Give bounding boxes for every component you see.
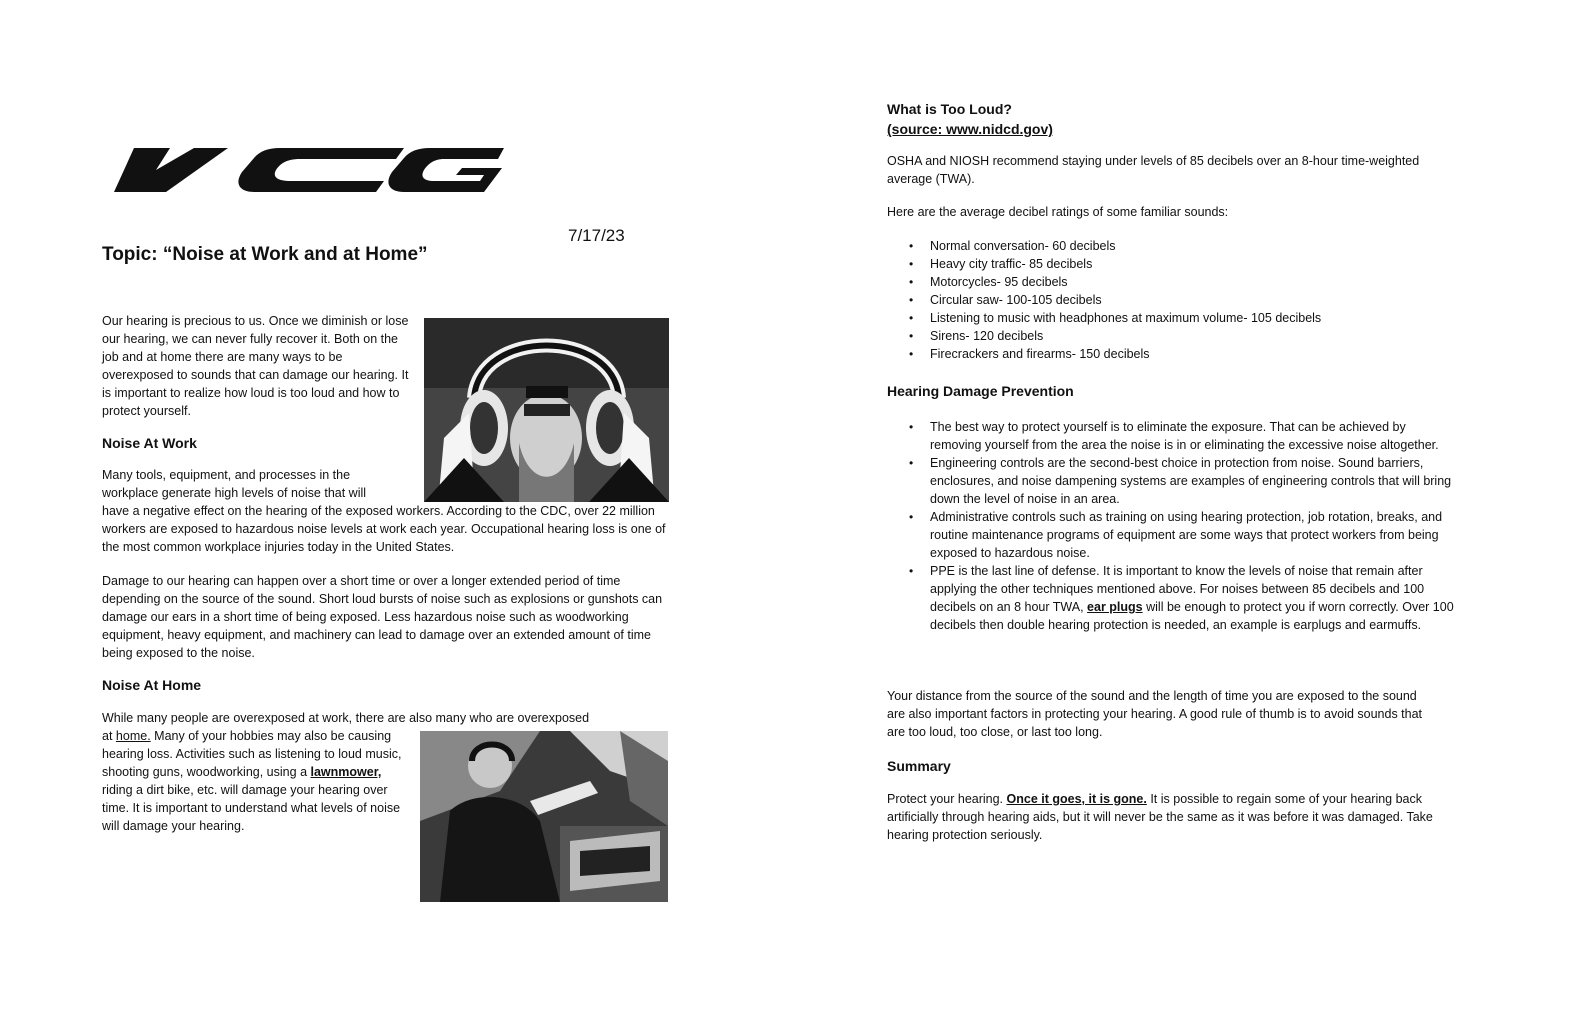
summary-emphasis: Once it goes, it is gone. [1006, 792, 1147, 806]
noise-at-work-para2: Damage to our hearing can happen over a short time or over a longer extended period of time depending on the source of the sound. Short loud bursts of noise such as explosions or gunshots can damage our ears in a short time of being exposed. Less hazardous noise such as woodworking equipment, heavy equipment, and machinery can lead to damage over an extended amount of time being exposed to the noise. [102, 574, 663, 660]
page-title: Topic: “Noise at Work and at Home” [102, 244, 428, 265]
noise-at-home-para [102, 727, 402, 835]
osha-paragraph: OSHA and NIOSH recommend staying under levels of 85 decibels over an 8-hour time-weighted average (TWA). [887, 154, 1420, 186]
ppe-text-after: will be enough to protect you if worn correctly. Over 100 decibels then double hearing protection is needed, an example is earplugs and earmuffs. [930, 600, 1454, 632]
noise-at-work-para1-start: Many tools, equipment, and processes in the workplace generate high levels of noise that will [102, 468, 367, 500]
after-lawnmower-text: riding a dirt bike, etc. will damage your hearing over time. It is important to understand what levels of noise will damage your hearing. [102, 783, 401, 833]
list-item: • Motorcycles- 95 decibels [887, 273, 1457, 291]
list-item: • Heavy city traffic- 85 decibels [887, 255, 1457, 273]
workshop-photo [420, 731, 668, 902]
date: 7/17/23 [568, 226, 625, 245]
lawnmower-link[interactable]: lawnmower, [310, 765, 382, 779]
list-item: • Firecrackers and firearms- 150 decibels [887, 345, 1457, 363]
list-item: • Engineering controls are the second-best choice in protection from noise. Sound barriers, enclosures, and noise dampening systems are examples of engineering controls that will bring down the level of noise in an area. [887, 454, 1459, 508]
headphones-photo [424, 318, 669, 502]
noise-at-home-heading: Noise At Home [102, 677, 202, 693]
noise-at-home-line1: While many people are overexposed at work, there are also many who are overexposed [102, 711, 590, 725]
summary-after: It is possible to regain some of your hearing back artificially through hearing aids, but it will never be the same as it was before it was damaged. Take hearing protection seriously. [887, 792, 1433, 842]
after-home-text: Many of your hobbies may also be causing hearing loss. Activities such as listening to loud music, shooting guns, woodworking, using [102, 729, 402, 779]
ear-plugs-link[interactable]: ear plugs [1087, 600, 1143, 614]
list-item: • Administrative controls such as training on using hearing protection, job rotation, breaks, and routine maintenance programs of equipment are some ways that protect workers from being exposed to hazardous noise. [887, 508, 1459, 562]
summary-before: Protect your hearing. [887, 792, 1004, 806]
list-item: • Normal conversation- 60 decibels [887, 237, 1457, 255]
list-item: • The best way to protect yourself is to eliminate the exposure. That can be achieved by removing yourself from the area the noise is in or eliminating the excessive noise altogether. [887, 418, 1459, 454]
noise-at-work-para1-cont: have a negative effect on the hearing of the exposed workers. According to the CDC, over 22 million workers are exposed to hazardous noise levels at work each year. Occupational hearing loss is one of the most common workplace injuries today in the United States. [102, 504, 666, 554]
prevention-list [887, 418, 1459, 634]
list-item [887, 562, 1459, 634]
sounds-intro: Here are the average decibel ratings of some familiar sounds: [887, 205, 1229, 219]
summary-paragraph [887, 790, 1457, 844]
noise-at-work-heading: Noise At Work [102, 435, 197, 451]
at-word: at [102, 729, 113, 743]
a-word: a [300, 765, 308, 779]
intro-paragraph: Our hearing is precious to us. Once we diminish or lose our hearing, we can never fully recover it. Both on the job and at home there are many ways to be overexposed to sounds that can damage our hearing. It is important to realize how loud is too loud and how to protect yourself. [102, 314, 409, 418]
source-link[interactable]: (source: www.nidcd.gov) [887, 121, 1053, 137]
vcg-logo [104, 146, 504, 196]
sounds-list [887, 237, 1457, 363]
too-loud-heading: What is Too Loud? [887, 101, 1012, 117]
home-link[interactable]: home. [115, 729, 151, 743]
summary-heading: Summary [887, 758, 951, 774]
prevention-heading: Hearing Damage Prevention [887, 383, 1074, 399]
ppe-text-before: PPE is the last line of defense. It is important to know the levels of noise that remain after applying the other techniques mentioned above. For noises between 85 decibels and 100 decibels on an 8 hour TWA, [930, 564, 1425, 614]
list-item: • Circular saw- 100-105 decibels [887, 291, 1457, 309]
list-item: • Sirens- 120 decibels [887, 327, 1457, 345]
list-item: • Listening to music with headphones at maximum volume- 105 decibels [887, 309, 1457, 327]
distance-paragraph: Your distance from the source of the sound and the length of time you are exposed to the sound are also important factors in protecting your hearing. A good rule of thumb is to avoid sounds that are too loud, too close, or last too long. [887, 689, 1423, 739]
